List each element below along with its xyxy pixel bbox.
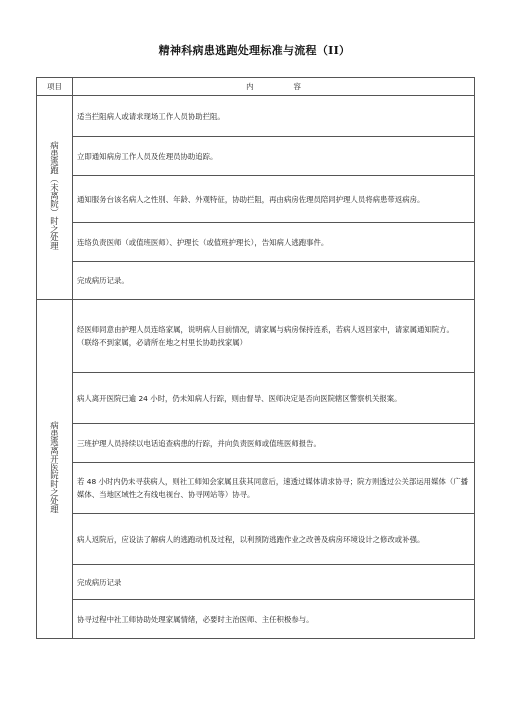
table-cell: 通知服务台该名病人之性別、年龄、外观特征，协助拦阻，再由病房佐理员陪同护理人员将病患带返病房。	[73, 176, 475, 223]
table-row	[37, 565, 475, 600]
table-cell	[73, 300, 475, 373]
row-note: （联络不到家属，必请所在地之村里长协助找家属）	[77, 338, 247, 347]
table-cell: 三班护理人员持续以电话追查病患的行踪，并向负责医师或值班医师报告。	[73, 424, 475, 463]
table-row	[37, 373, 475, 424]
section-label-cell	[37, 300, 73, 639]
page-title: 精神科病患逃跑处理标准与流程（II）	[158, 44, 351, 57]
table-row	[37, 176, 475, 223]
section-label-escaped: 病患逃离开医院时之处理	[49, 420, 60, 514]
table-row	[37, 300, 475, 373]
table-cell: 病人离开医院已逾 24 小时，仍未知病人行踪，则由督导、医师决定是否向医院辖区警察机关报案。	[73, 373, 475, 424]
row-text: 经医师同意由护理人员连络家属，说明病人目前情况，请家属与病房保持连系，若病人返回家中，请家属通知院方。	[77, 325, 454, 334]
table-cell: 完成病历记录。	[73, 262, 475, 300]
table-cell: 病人返院后，应设法了解病人的逃跑动机及过程，以利预防逃跑作业之改善及病房环境设计之修改或补强。	[73, 514, 475, 565]
header-item: 项目	[37, 78, 73, 96]
table-row	[37, 262, 475, 300]
table-cell: 若 48 小时内仍未寻获病人，则社工师知会家属且获其同意后，速透过媒体请求协寻；院方则透过公关部运用媒体（广播媒体、当地区域性之有线电视台、协寻网站等）协寻。	[73, 463, 475, 514]
table-row	[37, 514, 475, 565]
table-row	[37, 463, 475, 514]
table-cell: 协寻过程中社工师协助处理家属情绪，必要时主治医师、主任积极参与。	[73, 600, 475, 639]
table-row	[37, 223, 475, 262]
table-row	[37, 137, 475, 176]
table-row	[37, 96, 475, 137]
table-cell: 完成病历记录	[73, 565, 475, 600]
table-header-row	[37, 78, 475, 96]
table-row	[37, 600, 475, 639]
header-content: 内容	[73, 78, 475, 96]
table-cell: 适当拦阻病人或请求现场工作人员协助拦阻。	[73, 96, 475, 137]
table-row	[37, 424, 475, 463]
table-cell: 立即通知病房工作人员及佐理员协助追踪。	[73, 137, 475, 176]
section-label-unescaped: 病患逃跑（未离院）时之处理	[49, 140, 60, 251]
table-cell: 连络负责医师（或值班医师）、护理长（或值班护理长），告知病人逃跑事件。	[73, 223, 475, 262]
section-label-cell	[37, 96, 73, 300]
procedure-table	[36, 77, 475, 639]
